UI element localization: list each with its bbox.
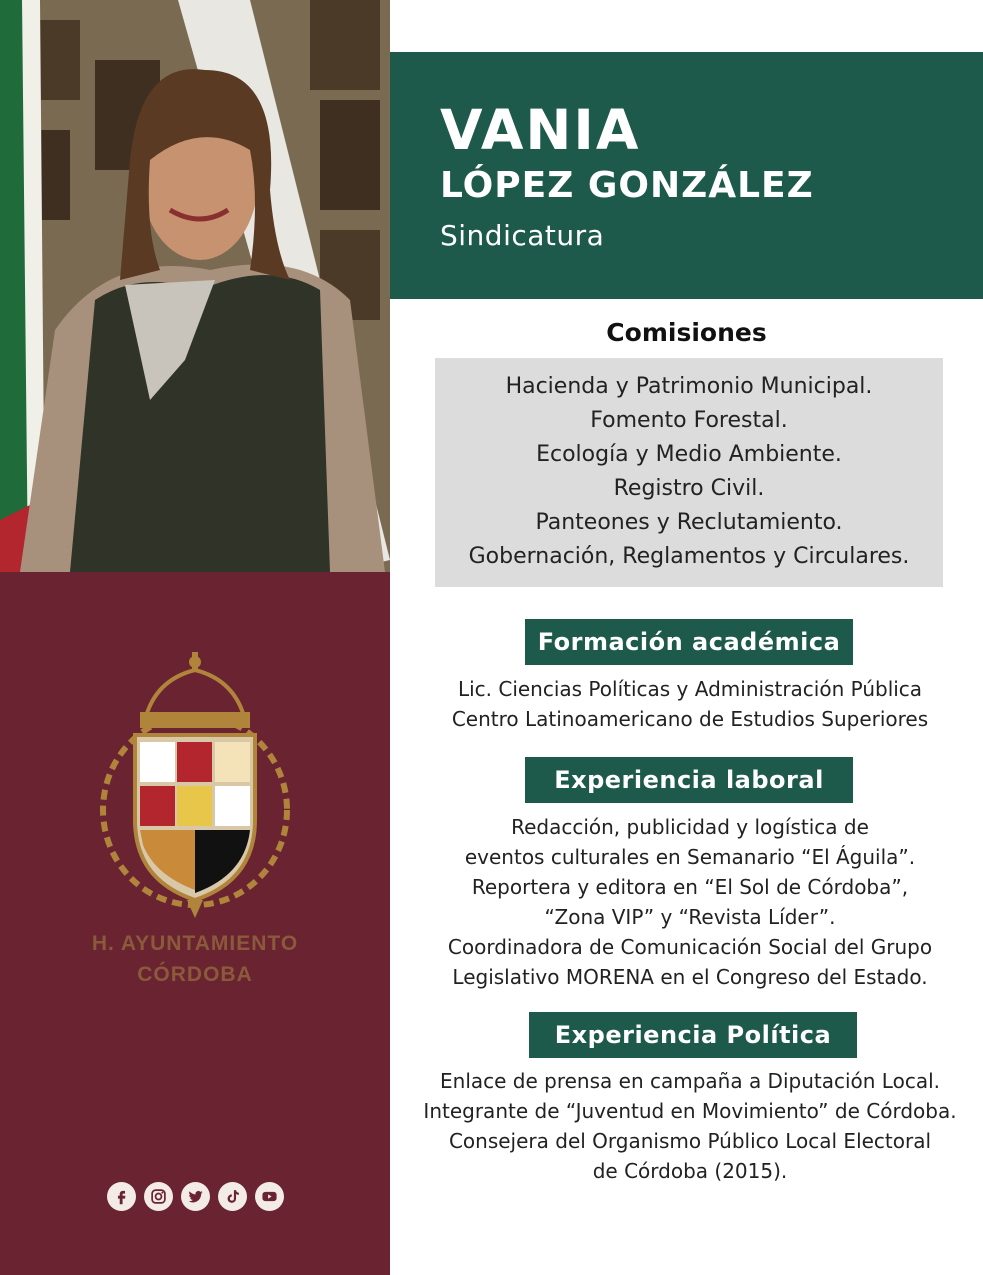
- organization-name-line1: H. AYUNTAMIENTO: [91, 932, 299, 955]
- politics-line: Enlace de prensa en campaña a Diputación Local.: [440, 1069, 940, 1093]
- twitter-icon[interactable]: [181, 1182, 210, 1211]
- work-block: [390, 812, 983, 992]
- tiktok-icon[interactable]: [218, 1182, 247, 1211]
- instagram-icon[interactable]: [144, 1182, 173, 1211]
- education-line: Lic. Ciencias Políticas y Administración Pública: [457, 677, 923, 701]
- work-heading: Experiencia laboral: [525, 757, 853, 803]
- first-name: VANIA: [440, 98, 641, 162]
- work-line: Legislativo MORENA en el Congreso del Estado.: [452, 965, 928, 989]
- politics-line: de Córdoba (2015).: [592, 1159, 788, 1183]
- politics-heading: Experiencia Política: [529, 1012, 857, 1058]
- youtube-icon[interactable]: [255, 1182, 284, 1211]
- list-item: Registro Civil.: [613, 476, 765, 501]
- list-item: Ecología y Medio Ambiente.: [536, 442, 842, 467]
- portrait-photo: [0, 0, 390, 572]
- coat-of-arms-icon: [95, 650, 295, 920]
- work-line: Redacción, publicidad y logística de: [511, 815, 869, 839]
- social-links: [107, 1182, 284, 1211]
- facebook-icon[interactable]: [107, 1182, 136, 1211]
- education-block: [390, 674, 983, 734]
- name-banner: [390, 52, 983, 299]
- organization-panel: [0, 572, 390, 1275]
- politics-line: Integrante de “Juventud en Movimiento” de Córdoba.: [423, 1099, 957, 1123]
- commissions-box: [435, 358, 943, 587]
- list-item: Panteones y Reclutamiento.: [535, 510, 843, 535]
- list-item: Hacienda y Patrimonio Municipal.: [505, 374, 873, 399]
- role-title: Sindicatura: [440, 219, 605, 252]
- education-heading: Formación académica: [525, 619, 853, 665]
- organization-name-line2: CÓRDOBA: [137, 963, 253, 986]
- list-item: Gobernación, Reglamentos y Circulares.: [468, 544, 910, 569]
- list-item: Fomento Forestal.: [590, 408, 788, 433]
- work-line: Coordinadora de Comunicación Social del Grupo: [447, 935, 933, 959]
- last-name: LÓPEZ GONZÁLEZ: [440, 165, 814, 206]
- commissions-heading: Comisiones: [606, 318, 767, 347]
- work-line: “Zona VIP” y “Revista Líder”.: [544, 905, 836, 929]
- work-line: eventos culturales en Semanario “El Águila”.: [464, 845, 916, 869]
- education-line: Centro Latinoamericano de Estudios Superiores: [451, 707, 929, 731]
- work-line: Reportera y editora en “El Sol de Córdoba”,: [471, 875, 909, 899]
- politics-block: [390, 1066, 983, 1186]
- politics-line: Consejera del Organismo Público Local Electoral: [448, 1129, 932, 1153]
